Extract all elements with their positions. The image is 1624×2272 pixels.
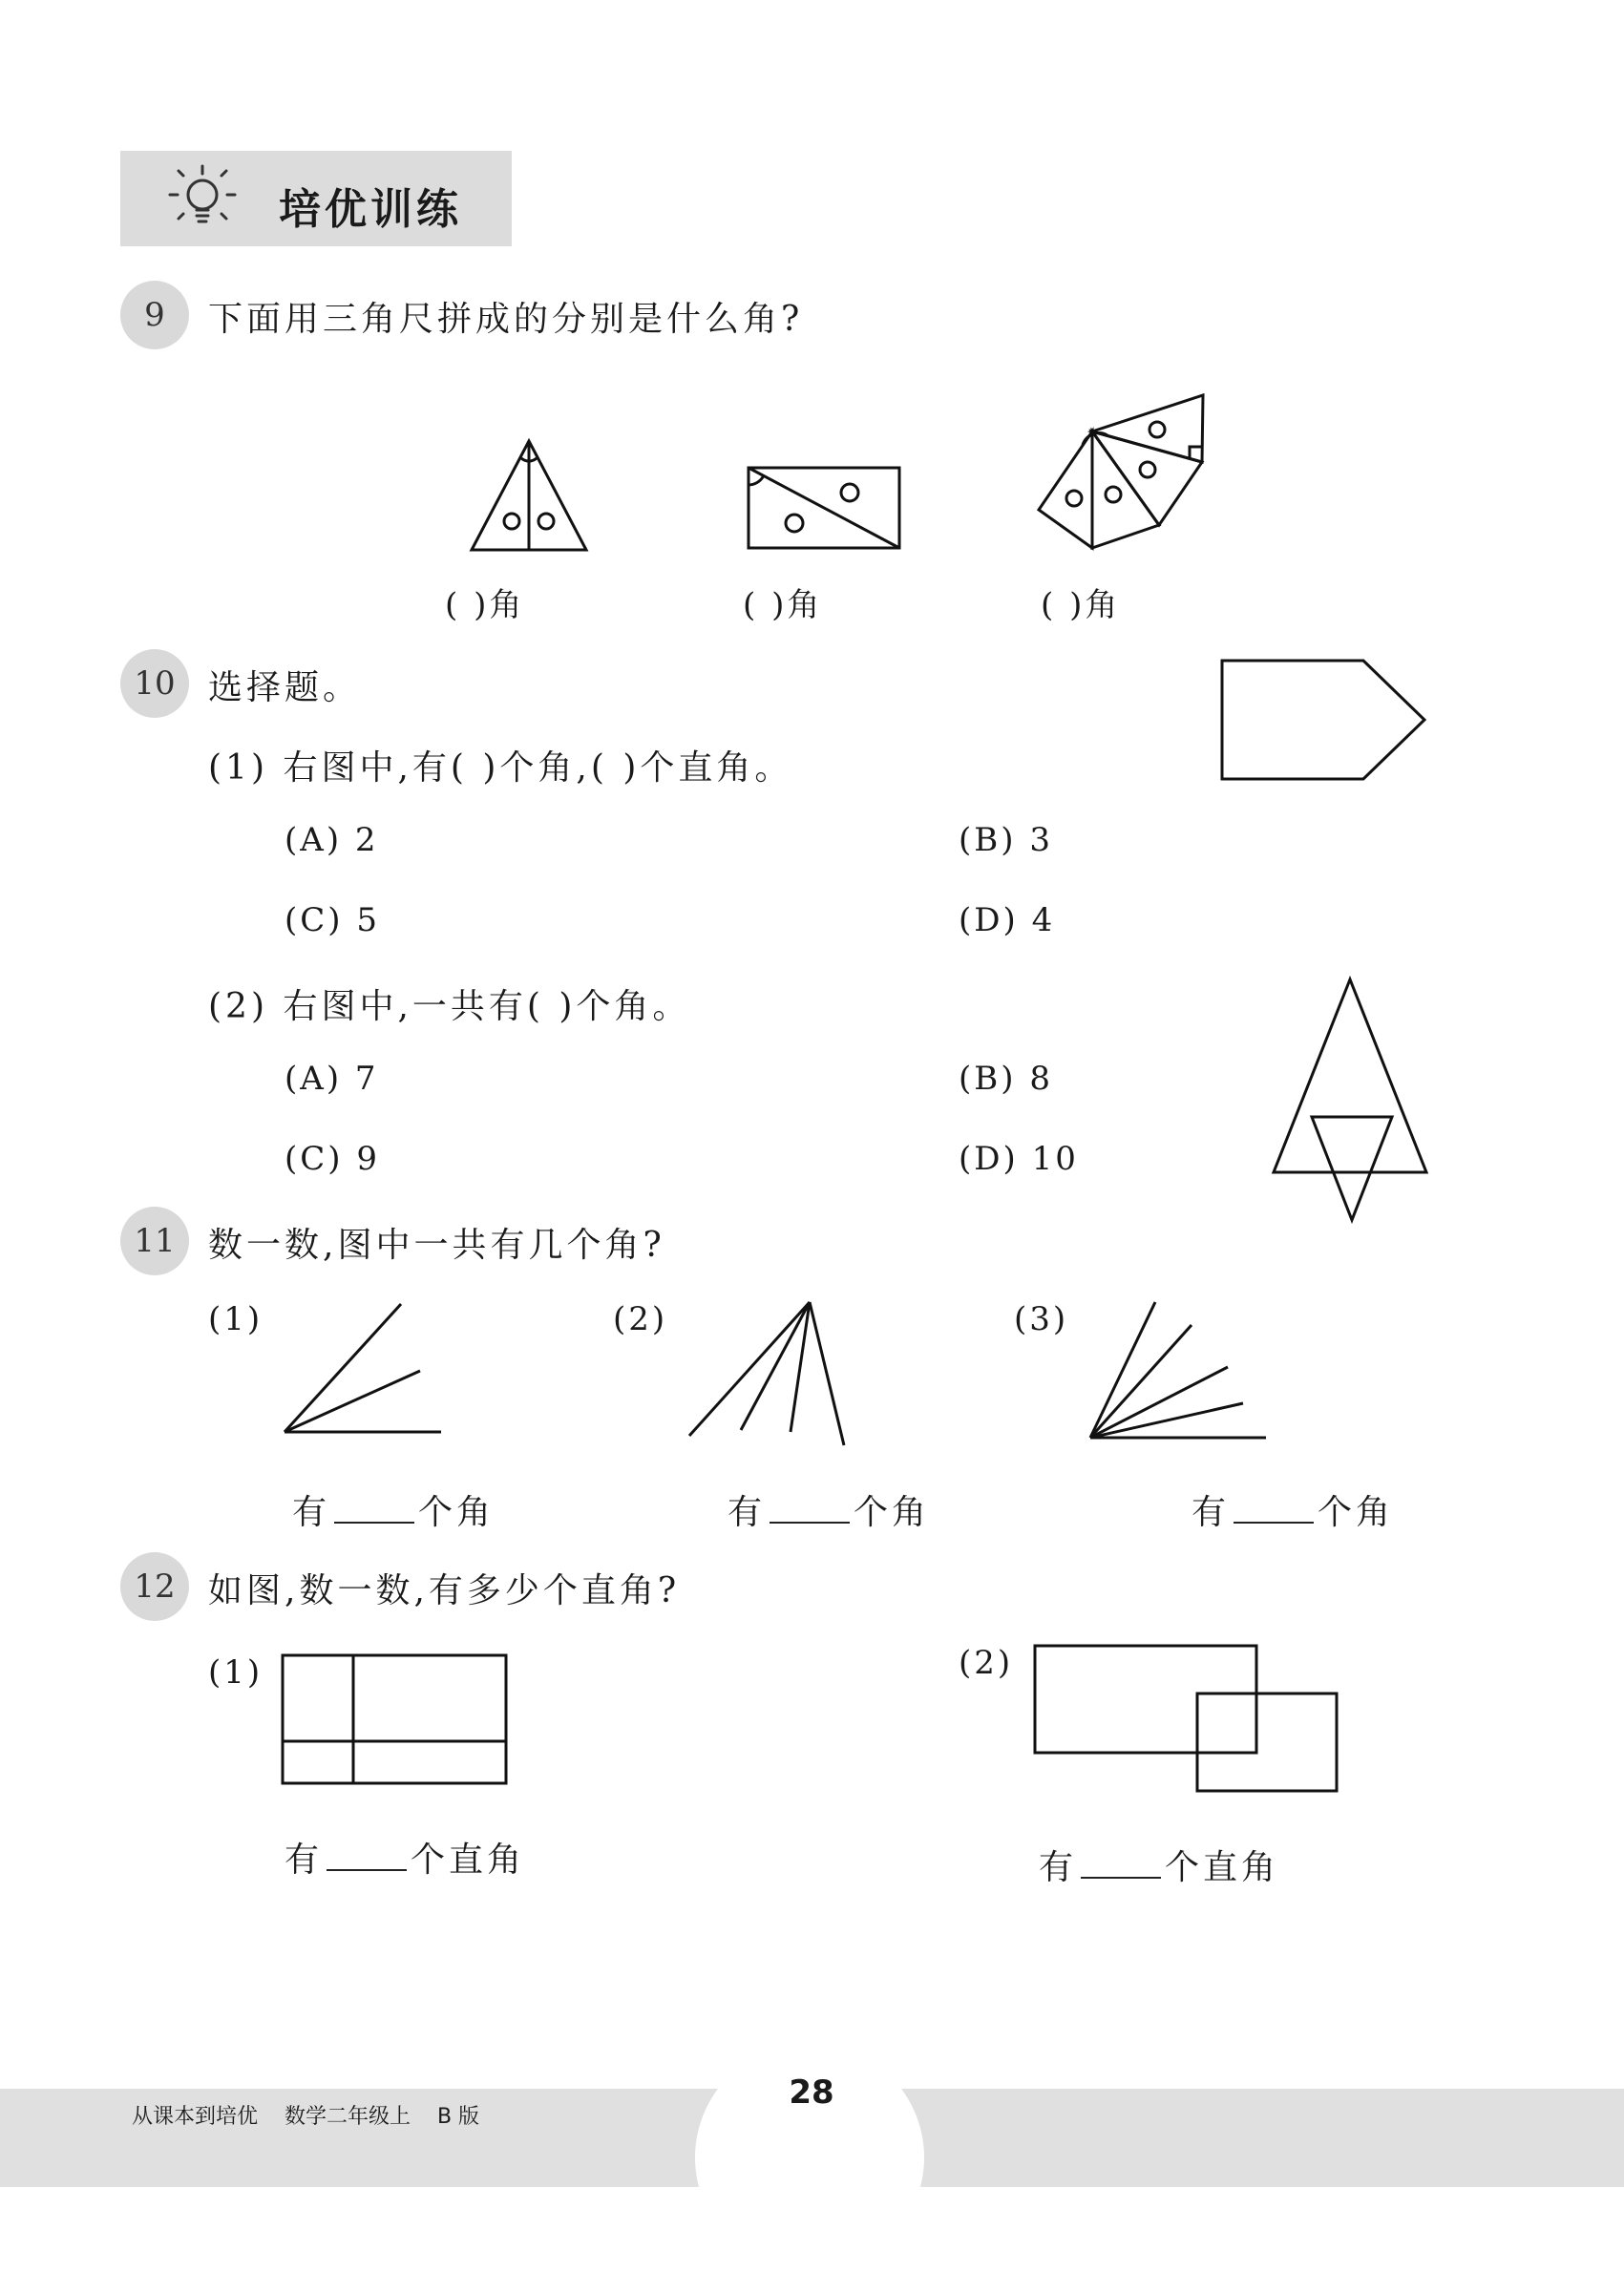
- q10-sub1-option-c[interactable]: (C) 5: [285, 901, 380, 939]
- q11-label-3: (3): [1014, 1300, 1069, 1338]
- q9-figure-rectangle: [747, 466, 903, 552]
- q12-answer-1[interactable]: 有 个直角: [285, 1841, 526, 1880]
- q12-blank-2[interactable]: [1081, 1852, 1161, 1879]
- q10-sub1-option-b[interactable]: (B) 3: [959, 821, 1053, 859]
- q9-answer-3[interactable]: ( )角: [1041, 586, 1121, 624]
- q10-figure-pentagon: [1220, 659, 1430, 783]
- q12-answer-2[interactable]: 有 个直角: [1039, 1848, 1280, 1887]
- q11-figure-3: [1088, 1300, 1270, 1441]
- question-11-text: 数一数,图中一共有几个角?: [208, 1226, 665, 1265]
- q10-sub2-option-b[interactable]: (B) 8: [959, 1060, 1053, 1098]
- q11-label-2: (2): [613, 1300, 668, 1338]
- q11-answer-2[interactable]: 有 个角: [728, 1493, 931, 1532]
- q10-sub1-option-a[interactable]: (A) 2: [285, 821, 379, 859]
- q9-figure-triangle: [468, 437, 592, 552]
- q12-figure-2: [1033, 1644, 1339, 1793]
- q11-answer-3[interactable]: 有 个角: [1192, 1493, 1395, 1532]
- q12-figure-1: [281, 1653, 510, 1785]
- q11-blank-3[interactable]: [1234, 1497, 1314, 1524]
- q12-blank-1[interactable]: [327, 1844, 407, 1871]
- q10-figure-triangles: [1270, 978, 1432, 1224]
- footer-book-title: 从课本到培优 数学二年级上 B 版: [132, 2105, 480, 2129]
- q11-answer-1[interactable]: 有 个角: [292, 1493, 496, 1532]
- q10-sub2-text: (2) 右图中,一共有( )个角。: [208, 987, 691, 1026]
- q9-answer-2[interactable]: ( )角: [743, 586, 823, 624]
- question-number-10: 10: [120, 649, 189, 718]
- section-title: 培优训练: [279, 185, 462, 234]
- q10-sub1-option-d[interactable]: (D) 4: [959, 901, 1056, 939]
- question-12-text: 如图,数一数,有多少个直角?: [208, 1571, 681, 1610]
- q10-sub2-option-d[interactable]: (D) 10: [959, 1140, 1079, 1178]
- q10-sub2-option-a[interactable]: (A) 7: [285, 1060, 379, 1098]
- q10-sub2-option-c[interactable]: (C) 9: [285, 1140, 380, 1178]
- question-9-text: 下面用三角尺拼成的分别是什么角?: [208, 300, 804, 339]
- question-10-text: 选择题。: [208, 668, 362, 707]
- question-number-11: 11: [120, 1207, 189, 1275]
- q11-figure-1: [283, 1300, 445, 1436]
- q11-label-1: (1): [208, 1300, 264, 1338]
- q10-sub1-text: (1) 右图中,有( )个角,( )个直角。: [208, 748, 793, 788]
- q12-label-1: (1): [208, 1653, 264, 1692]
- q11-blank-2[interactable]: [770, 1497, 850, 1524]
- question-number-9: 9: [120, 281, 189, 349]
- q12-label-2: (2): [959, 1644, 1014, 1682]
- lightbulb-icon: [164, 160, 241, 237]
- q9-figure-fan: [1035, 391, 1216, 554]
- q9-answer-1[interactable]: ( )角: [445, 586, 525, 624]
- question-number-12: 12: [120, 1552, 189, 1621]
- q11-figure-2: [687, 1300, 850, 1447]
- page-number: 28: [789, 2073, 834, 2112]
- q11-blank-1[interactable]: [334, 1497, 414, 1524]
